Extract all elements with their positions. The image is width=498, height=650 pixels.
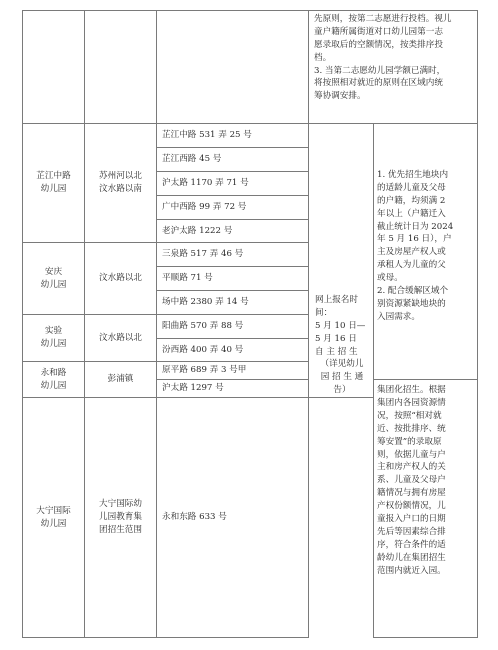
address-cell: 沪太路 1170 弄 71 号 [157,172,309,196]
rules-cell-a: 1. 优先招生地块内 的适龄儿童及父母 的户籍，均须满 2 年以上（户籍迁入 截止统计日为 2024 年 5 月 16 日），户 主及房屋产权人或 承租人为儿童的父 或母。 2. 配合缓解区域个 别资源紧缺地块的 入园需求。 [374,124,478,380]
note-line: 3. 当第二志愿幼儿园学额已满时， [314,65,446,76]
address-cell: 平顺路 71 号 [157,267,309,291]
note-line: 愿录取后的空额情况，按类排序投 [314,39,443,50]
continued-row [23,11,478,124]
address-cell: 原平路 689 弄 3 号甲 [157,362,309,380]
school-name-shiyan: 实验 幼儿园 [23,315,85,362]
empty-cell [85,11,157,124]
address-cell: 场中路 2380 弄 14 号 [157,291,309,315]
school-name-anqing: 安庆 幼儿园 [23,243,85,315]
address-cell: 汾西路 400 弄 40 号 [157,339,309,362]
note-line: 童户籍所属街道对口幼儿园第一志 [314,26,443,37]
address-cell: 芷江西路 45 号 [157,148,309,172]
address-cell: 永和东路 633 号 [157,398,309,638]
address-cell: 沪太路 1297 号 [157,380,309,398]
school-name-daning: 大宁国际 幼儿园 [23,398,85,638]
empty-cell [157,11,309,124]
table-row [23,124,478,148]
note-line: 将按照相对就近的原则在区域内统 [314,78,443,89]
address-cell: 芷江中路 531 弄 25 号 [157,124,309,148]
note-line: 筹协调安排。 [314,91,366,102]
enroll-range-zhijiang: 苏州河以北 汶水路以南 [85,124,157,243]
enroll-range-daning: 大宁国际幼 儿园教育集 团招生范围 [85,398,157,638]
school-name-yonghelu: 永和路 幼儿园 [23,362,85,398]
enroll-range-yonghelu: 彭浦镇 [85,362,157,398]
continued-note [309,11,478,124]
rules-cell-b: 集团化招生。根据 集团内各园资源情 况，按照“相对就 近、按批排序、统 筹安置”的录取原 则，依据儿童与户 主和房产权人的关 系、儿童及父母户 籍情况与拥有房屋 产权份额情况，儿 童报入户口的日期 先后等因素综合排 序，符合条件的适 龄幼儿在集团招生 范围内就近入园。 [374,380,478,638]
enrollment-table [22,10,478,638]
enroll-range-anqing: 汶水路以北 [85,243,157,315]
address-cell: 老沪太路 1222 号 [157,220,309,243]
enroll-range-shiyan: 汶水路以北 [85,315,157,362]
address-cell: 阳曲路 570 弄 88 号 [157,315,309,339]
registration-time-cell: 网上报名时 间： 5 月 10 日— 5 月 16 日 自 主 招 生 （详见幼儿 园 招 生 通 告） [309,124,374,398]
address-cell: 广中西路 99 弄 72 号 [157,196,309,220]
address-cell: 三泉路 517 弄 46 号 [157,243,309,267]
empty-cell [23,11,85,124]
school-name-zhijiang: 芷江中路 幼儿园 [23,124,85,243]
note-line: 先原则，按第二志愿进行投档。视儿 [314,14,452,24]
note-line: 档。 [314,52,332,63]
